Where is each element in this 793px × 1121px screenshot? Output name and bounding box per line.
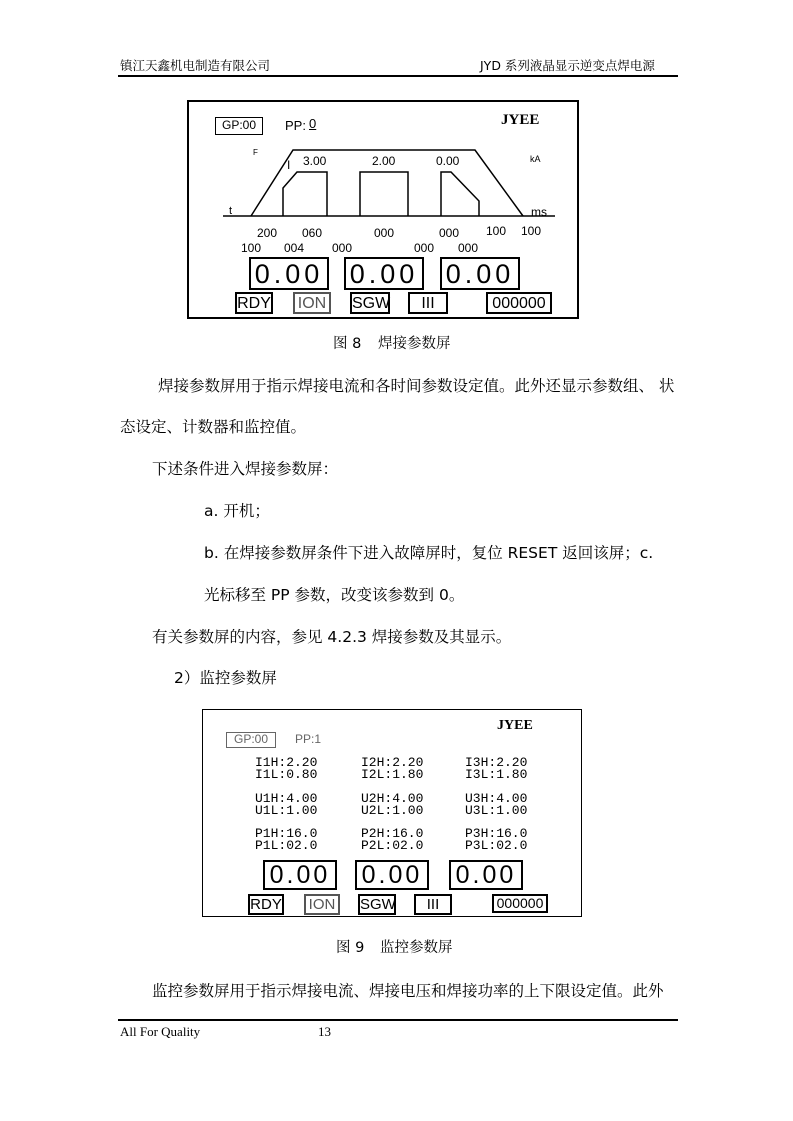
time-value: 100: [486, 224, 507, 238]
footer-rule: [118, 1019, 678, 1021]
counter-display: 000000: [486, 292, 552, 314]
voltage-display: 0.00: [344, 257, 424, 290]
figure-8-number: 图 8: [333, 336, 362, 352]
gp-box: GP:00: [226, 732, 276, 748]
time-value: 000: [414, 241, 435, 255]
power-display: 0.00: [449, 860, 523, 890]
paragraph-2: 下述条件进入焊接参数屏：: [152, 460, 339, 478]
pp-label: PP:: [285, 118, 306, 133]
t-label: t: [229, 205, 233, 217]
paragraph-3: 有关参数屏的内容，参见 4.2.3 焊接参数及其显示。: [152, 628, 512, 646]
weld-param-screen: [187, 100, 579, 319]
status-iii: III: [414, 894, 452, 915]
status-ion: ION: [293, 292, 331, 314]
limit-value: U2H:4.00: [361, 791, 424, 806]
time-value: 060: [302, 226, 323, 240]
current-value: 3.00: [303, 154, 327, 168]
figure-9-caption: 监控参数屏: [380, 940, 453, 956]
limit-value: P1H:16.0: [255, 826, 318, 841]
ms-label: ms: [531, 205, 547, 219]
brand-logo: JYEE: [497, 718, 533, 733]
page-number: 13: [318, 1024, 331, 1039]
header-product: JYD 系列液晶显示逆变点焊电源: [480, 58, 655, 73]
footer-slogan: All For Quality: [120, 1024, 201, 1039]
paragraph-1-line-2: 态设定、计数器和监控值。: [120, 418, 307, 436]
power-display: 0.00: [440, 257, 520, 290]
time-value: 000: [374, 226, 395, 240]
ka-label: kA: [530, 154, 541, 164]
limit-value: U3L:1.00: [465, 803, 528, 818]
limit-value: P2H:16.0: [361, 826, 424, 841]
time-value: 000: [332, 241, 353, 255]
time-value: 000: [458, 241, 479, 255]
pp-value: 0: [309, 116, 317, 131]
limit-value: I3L:1.80: [465, 767, 528, 782]
limit-value: P1L:02.0: [255, 838, 318, 853]
pp-label: PP:1: [295, 732, 322, 746]
time-value: 100: [521, 224, 542, 238]
limit-value: P3H:16.0: [465, 826, 528, 841]
time-value: 000: [439, 226, 460, 240]
counter-display: 000000: [492, 894, 548, 913]
figure-8-caption: 焊接参数屏: [378, 336, 451, 352]
gp-box: GP:00: [215, 117, 263, 135]
current-value: 2.00: [372, 154, 396, 168]
paragraph-1-line-1: 焊接参数屏用于指示焊接电流和各时间参数设定值。此外还显示参数组、 状: [158, 377, 675, 395]
section-heading: 2）监控参数屏: [174, 669, 277, 687]
time-value: 100: [241, 241, 262, 255]
limit-value: P2L:02.0: [361, 838, 424, 853]
limit-value: I3H:2.20: [465, 755, 528, 770]
status-rdy: RDY: [235, 292, 273, 314]
i-label: I: [287, 158, 291, 172]
time-value: 200: [257, 226, 278, 240]
status-sgw: SGW: [360, 896, 396, 913]
limit-value: I1H:2.20: [255, 755, 318, 770]
list-item-c: 光标移至 PP 参数，改变该参数到 0。: [204, 586, 465, 604]
status-sgw: SGW: [350, 292, 390, 314]
limit-value: P3L:02.0: [465, 838, 528, 853]
brand-logo: JYEE: [501, 112, 540, 128]
f-label: F: [253, 148, 258, 157]
header-company: 镇江天鑫机电制造有限公司: [120, 58, 271, 73]
status-iii: III: [408, 292, 448, 314]
limit-value: U1L:1.00: [255, 803, 318, 818]
limit-value: I2H:2.20: [361, 755, 424, 770]
list-item-b: b. 在焊接参数屏条件下进入故障屏时，复位 RESET 返回该屏；c.: [204, 544, 654, 562]
header-rule: [118, 75, 678, 77]
limit-value: I1L:0.80: [255, 767, 318, 782]
current-display: 0.00: [249, 257, 329, 290]
limit-value: I2L:1.80: [361, 767, 424, 782]
figure-9-number: 图 9: [336, 940, 365, 956]
current-value: 0.00: [436, 154, 460, 168]
paragraph-4: 监控参数屏用于指示焊接电流、焊接电压和焊接功率的上下限设定值。此外: [152, 982, 664, 1000]
voltage-display: 0.00: [355, 860, 429, 890]
list-item-a: a. 开机；: [204, 502, 270, 520]
limit-value: U3H:4.00: [465, 791, 528, 806]
limit-value: U1H:4.00: [255, 791, 318, 806]
limit-value: U2L:1.00: [361, 803, 424, 818]
current-display: 0.00: [263, 860, 337, 890]
time-value: 004: [284, 241, 305, 255]
status-rdy: RDY: [248, 894, 284, 915]
monitor-param-screen: [202, 709, 582, 917]
status-ion: ION: [304, 894, 340, 915]
